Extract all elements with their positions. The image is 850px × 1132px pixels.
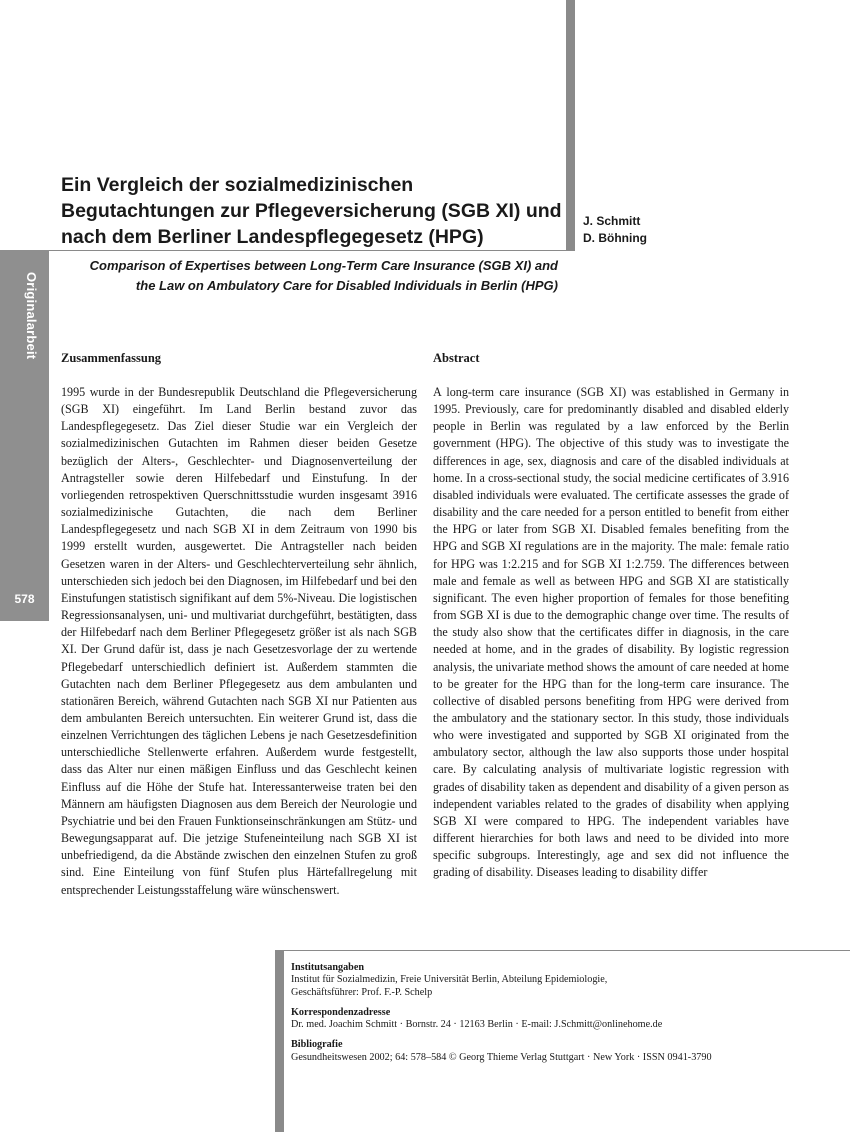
correspondence-heading: Korrespondenzadresse xyxy=(291,1006,391,1018)
german-abstract-column xyxy=(61,350,417,899)
title-vertical-bar xyxy=(566,0,575,250)
author-list xyxy=(583,213,647,247)
bibliography-block xyxy=(291,1039,831,1064)
author-name: D. Böhning xyxy=(583,231,647,245)
page-number: 578 xyxy=(14,592,35,606)
abstract-heading: Abstract xyxy=(433,351,480,365)
correspondence-address: Dr. med. Joachim Schmitt · Bornstr. 24 · 12163 Berlin · E-mail: J.Schmitt@onlinehome.de xyxy=(291,1019,663,1031)
bibliography-heading: Bibliografie xyxy=(291,1039,343,1051)
bibliography-citation: Gesundheitswesen 2002; 64: 578–584 © Georg Thieme Verlag Stuttgart · New York · ISSN 0941-3790 xyxy=(291,1051,712,1063)
info-box-rule xyxy=(284,950,850,951)
institute-block xyxy=(291,962,831,999)
section-label: Originalarbeit xyxy=(24,272,39,360)
english-title: Comparison of Expertises between Long-Term Care Insurance (SGB XI) and the Law on Ambulatory Care for Disabled Individuals in Berlin (HPG) xyxy=(89,258,558,293)
article-info-box xyxy=(291,962,831,1072)
abstract-text: A long-term care insurance (SGB XI) was established in Germany in 1995. Previously, care for predominantly disabled and disabled elderly people in Berlin was regulated by a law enforced by the Berlin government (HPG). The objective of this study was to investigate the differences in age, sex, diagnosis and care of the disabled individuals at home. In a cross-sectional study, the social medicine certificates of 3.916 disabled individuals were evaluated. The certificate assesses the grade of disability and the care needed for a person entitled to benefit from either the HPG or later from SGB XI. Disabled females benefiting from the HPG and SGB XI regulations are in the majority. The male: female ratio for HPG was 1:2.215 and for SGB XI 1:2.759. The differences between male and female as well as between HPG and SGB XI are statistically significant. The even higher proportion of females for those benefiting from SGB XI is due to the demographic change over time. The results of the study also show that the certificates differ in diagnosis, in the care needed at home, and in the grades of disability. By logistic regression analysis, the univariate method shows the amount of care needed at home to be greater for the HPG than for the long-term care insurance. The collective of disabled persons benefiting from HPG were derived from the ambulatory and the stationary sector. In this study, those individuals who were investigated and supported by SGB XI originated from the ambulatory sector, although the law also supports those under hospital care. By calculating analysis of multivariate logistic regression with grades of disability taken as dependent and disability of a given person as independent variables related to the grades of disability when applying SGB XI were compared to HPG. The independent variables have different hierarchies for both laws and need to be divided into more specific subgroups. Interestingly, age and sex did not influence the grading of disability. Diseases leading to disability differ xyxy=(433,385,789,880)
correspondence-block xyxy=(291,1007,831,1032)
author-name: J. Schmitt xyxy=(583,214,641,228)
institute-director: Geschäftsführer: Prof. F.-P. Schelp xyxy=(291,986,433,998)
article-title: Ein Vergleich der sozialmedizinischen Begutachtungen zur Pflegeversicherung (SGB XI) und nach dem Berliner Landespflegegesetz (HPG) xyxy=(61,174,562,248)
zusammenfassung-text: 1995 wurde in der Bundesrepublik Deutschland die Pflegeversicherung (SGB XI) eingeführt. Im Land Berlin bestand zuvor das Landespflegegesetz. Das Ziel dieser Studie war ein Vergleich der sozialmedizinischen Gutachten im Rahmen dieser beiden Gesetze bezüglich der Alters-, Geschlechter- und Diagnosenverteilung der Antragsteller sowie deren Hilfebedarf und Einstufung. In der vorliegenden retrospektiven Querschnittsstudie wurden insgesamt 3916 sozialmedizinische Gutachten, die nach dem Berliner Landespflegegesetz und nach SGB XI in dem Zeitraum von 1990 bis 1999 erstellt wurden, ausgewertet. Die Antragsteller nach beiden Gesetzen waren in der Alters- und Geschlechterverteilung sehr ähnlich, unterschieden sich jedoch bei den Diagnosen, im Hilfebedarf und bei den Einstufungen statistisch signifikant auf dem 5%-Niveau. Die logistischen Regressionsanalysen, uni- und multivariat durchgeführt, bestätigten, dass der Hilfebedarf nach dem Berliner Pflegegesetz größer ist als nach SGB XI. Der Grund dafür ist, dass je nach Gesetzesvorlage der zu wertende Pflegebedarf unterschiedlich definiert ist. Außerdem stammten die Gutachten nach dem Berliner Pflegegesetz aus dem ambulanten und stationären Bereich, während Gutachten nach SGB XI nur Patienten aus dem ambulanten Bereich untersuchten. Ein weiterer Grund ist, dass die einzelnen Verrichtungen des täglichen Lebens je nach Gesetzesdefinition unterschiedliche Stellenwerte erfahren. Außerdem wurde festgestellt, dass das Alter nur einen mäßigen Einfluss und das Geschlecht keinen Einfluss auf die Höhe der Stufe hat. Interessanterweise traten bei den Männern am häufigsten Diagnosen aus dem Bereich der Neurologie und Psychiatrie und bei den Frauen Funktionseinschränkungen am Stütz- und Bewegungsapparat auf. Die jetzige Stufeneinteilung nach SGB XI ist unbefriedigend, da die Abstände zwischen den einzelnen Stufen zu groß sind. Eine Einteilung von fünf Stufen plus Härtefallregelung mit entsprechender Leistungsstaffelung wäre wünschenswert. xyxy=(61,385,417,897)
title-divider xyxy=(0,250,575,251)
institute-heading: Institutsangaben xyxy=(291,962,365,973)
institute-line: Institut für Sozialmedizin, Freie Universität Berlin, Abteilung Epidemiologie, xyxy=(291,974,608,986)
info-box-bar xyxy=(275,950,284,1132)
zusammenfassung-heading: Zusammenfassung xyxy=(61,351,162,365)
english-abstract-column xyxy=(433,350,789,882)
